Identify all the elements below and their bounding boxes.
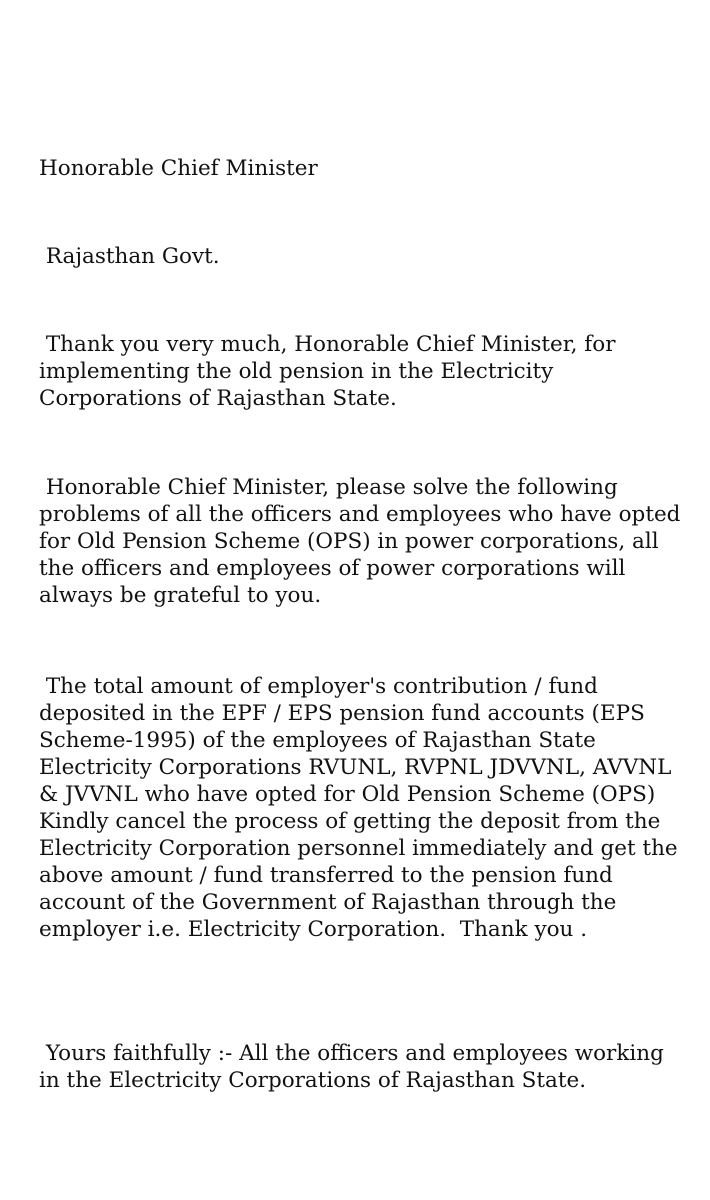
letter-greeting: Honorable Chief Minister xyxy=(39,156,318,181)
letter-thanks-paragraph: Thank you very much, Honorable Chief Minister, for implementing the old pension in the Electricity Corporations of Rajasthan State. xyxy=(39,332,623,411)
letter-main-paragraph: The total amount of employer's contribution / fund deposited in the EPF / EPS pension fund accounts (EPS Scheme-1995) of the employees of Rajasthan State Electricity Corporations RVUNL, RVPNL JDVVNL, AVVNL & JVVNL who have opted for Old Pension Scheme (OPS) Kindly cancel the process of getting the deposit from the Electricity Corporation personnel immediately and get the above amount / fund transferred to the pension fund account of the Government of Rajasthan through the employer i.e. Electricity Corporation. Thank you . xyxy=(39,674,685,942)
letter-recipient: Rajasthan Govt. xyxy=(39,244,220,269)
letter-request-paragraph: Honorable Chief Minister, please solve the following problems of all the officers and employees who have opted for Old Pension Scheme (OPS) in power corporations, all the officers and employees of power corporations will always be grateful to you. xyxy=(39,475,688,608)
letter-signoff: Yours faithfully :- All the officers and employees working in the Electricity Corporations of Rajasthan State. xyxy=(39,1041,671,1093)
